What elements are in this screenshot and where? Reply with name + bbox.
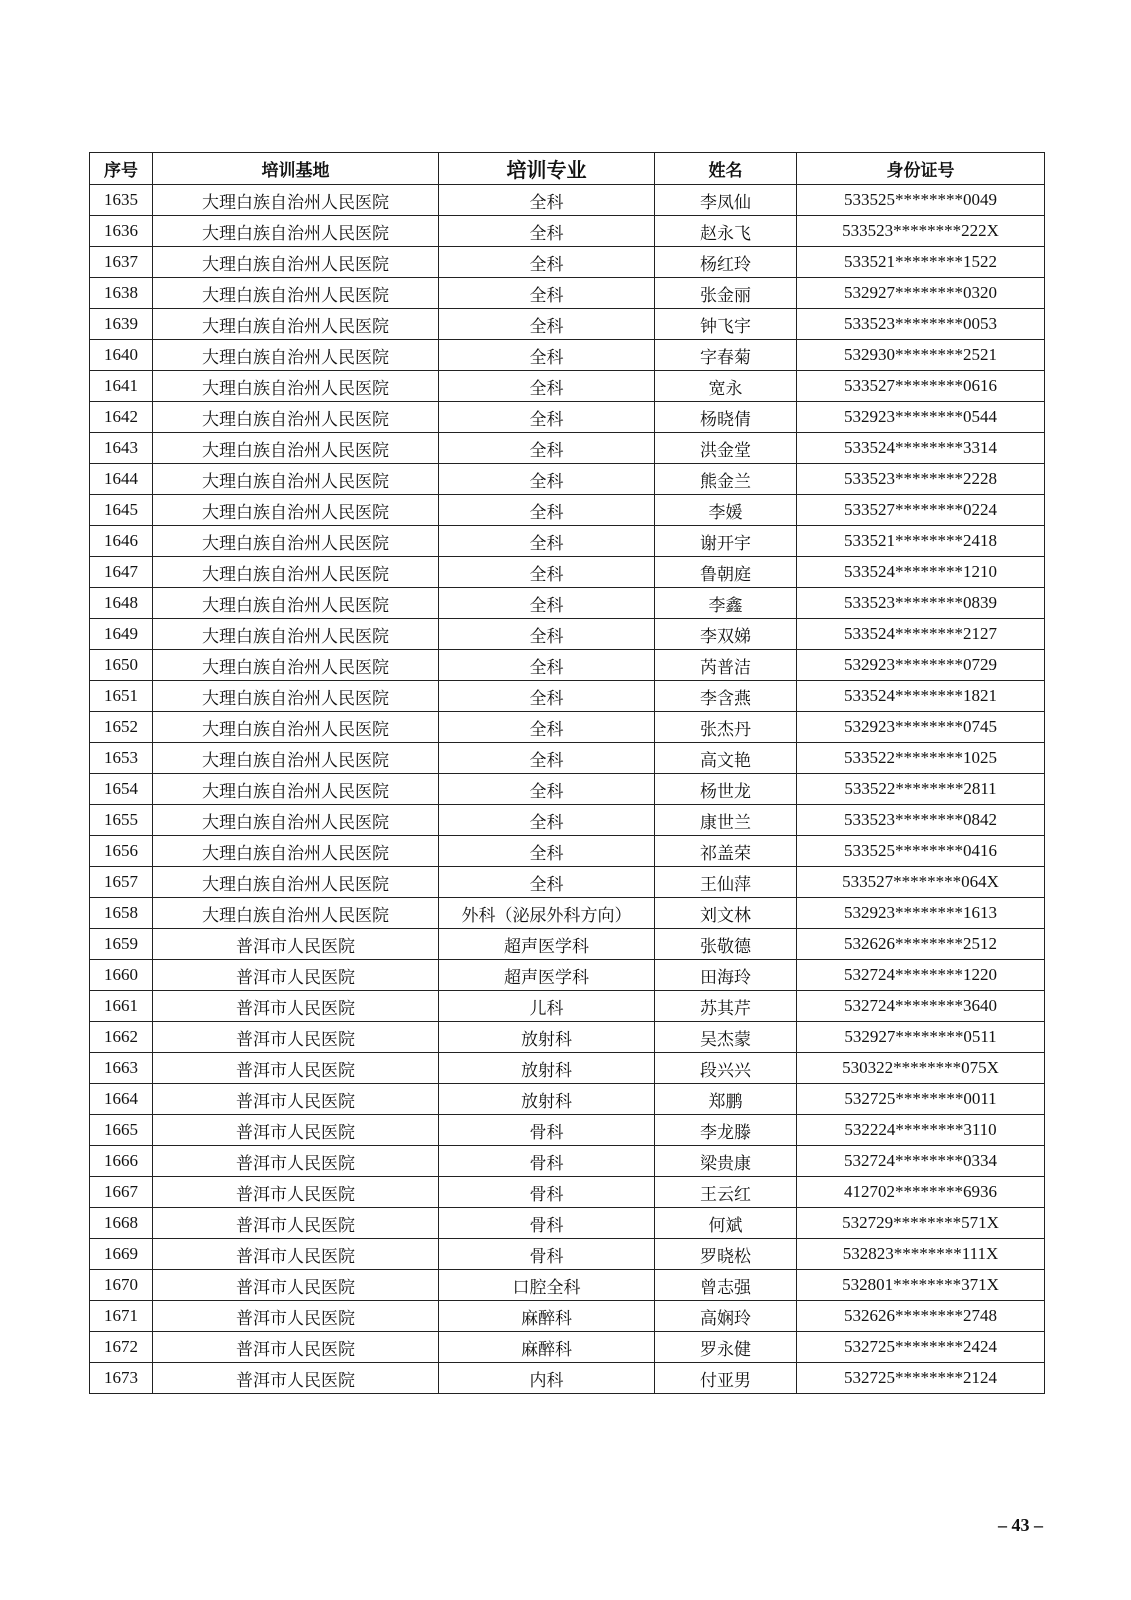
table-row bbox=[90, 1270, 1045, 1301]
cell-specialty: 骨科 bbox=[439, 1146, 655, 1177]
cell-base: 普洱市人民医院 bbox=[153, 1053, 439, 1084]
cell-id-number: 532930********2521 bbox=[797, 340, 1045, 371]
cell-specialty: 全科 bbox=[439, 774, 655, 805]
cell-id-number: 532801********371X bbox=[797, 1270, 1045, 1301]
table-row bbox=[90, 867, 1045, 898]
cell-id-number: 533524********3314 bbox=[797, 433, 1045, 464]
cell-seq: 1648 bbox=[90, 588, 153, 619]
cell-name: 曾志强 bbox=[655, 1270, 797, 1301]
cell-base: 大理白族自治州人民医院 bbox=[153, 557, 439, 588]
table-row bbox=[90, 1363, 1045, 1394]
cell-name: 付亚男 bbox=[655, 1363, 797, 1394]
cell-base: 普洱市人民医院 bbox=[153, 1022, 439, 1053]
table-row bbox=[90, 1053, 1045, 1084]
table-row bbox=[90, 588, 1045, 619]
cell-specialty: 全科 bbox=[439, 712, 655, 743]
cell-base: 普洱市人民医院 bbox=[153, 960, 439, 991]
cell-seq: 1656 bbox=[90, 836, 153, 867]
cell-id-number: 533521********2418 bbox=[797, 526, 1045, 557]
cell-base: 大理白族自治州人民医院 bbox=[153, 185, 439, 216]
cell-base: 大理白族自治州人民医院 bbox=[153, 216, 439, 247]
cell-id-number: 532224********3110 bbox=[797, 1115, 1045, 1146]
cell-base: 大理白族自治州人民医院 bbox=[153, 898, 439, 929]
cell-id-number: 533527********0224 bbox=[797, 495, 1045, 526]
table-row bbox=[90, 1022, 1045, 1053]
table-row bbox=[90, 1301, 1045, 1332]
cell-name: 熊金兰 bbox=[655, 464, 797, 495]
cell-specialty: 全科 bbox=[439, 743, 655, 774]
cell-id-number: 532823********111X bbox=[797, 1239, 1045, 1270]
cell-seq: 1636 bbox=[90, 216, 153, 247]
cell-base: 普洱市人民医院 bbox=[153, 929, 439, 960]
cell-id-number: 412702********6936 bbox=[797, 1177, 1045, 1208]
cell-seq: 1666 bbox=[90, 1146, 153, 1177]
cell-seq: 1647 bbox=[90, 557, 153, 588]
cell-name: 田海玲 bbox=[655, 960, 797, 991]
table-row bbox=[90, 619, 1045, 650]
cell-specialty: 超声医学科 bbox=[439, 929, 655, 960]
cell-seq: 1660 bbox=[90, 960, 153, 991]
cell-base: 大理白族自治州人民医院 bbox=[153, 619, 439, 650]
cell-id-number: 532626********2748 bbox=[797, 1301, 1045, 1332]
cell-seq: 1659 bbox=[90, 929, 153, 960]
cell-name: 梁贵康 bbox=[655, 1146, 797, 1177]
cell-name: 王云红 bbox=[655, 1177, 797, 1208]
table-row bbox=[90, 1332, 1045, 1363]
table-row bbox=[90, 929, 1045, 960]
cell-base: 大理白族自治州人民医院 bbox=[153, 650, 439, 681]
cell-id-number: 533523********0053 bbox=[797, 309, 1045, 340]
cell-seq: 1643 bbox=[90, 433, 153, 464]
cell-specialty: 全科 bbox=[439, 867, 655, 898]
cell-specialty: 放射科 bbox=[439, 1022, 655, 1053]
cell-base: 普洱市人民医院 bbox=[153, 1084, 439, 1115]
cell-name: 王仙萍 bbox=[655, 867, 797, 898]
cell-name: 杨世龙 bbox=[655, 774, 797, 805]
cell-seq: 1667 bbox=[90, 1177, 153, 1208]
cell-name: 钟飞宇 bbox=[655, 309, 797, 340]
cell-base: 大理白族自治州人民医院 bbox=[153, 278, 439, 309]
cell-seq: 1662 bbox=[90, 1022, 153, 1053]
cell-specialty: 全科 bbox=[439, 588, 655, 619]
cell-seq: 1673 bbox=[90, 1363, 153, 1394]
cell-name: 何斌 bbox=[655, 1208, 797, 1239]
cell-id-number: 533524********1210 bbox=[797, 557, 1045, 588]
cell-base: 普洱市人民医院 bbox=[153, 1332, 439, 1363]
table-row bbox=[90, 309, 1045, 340]
cell-specialty: 放射科 bbox=[439, 1053, 655, 1084]
table-row bbox=[90, 216, 1045, 247]
cell-name: 刘文林 bbox=[655, 898, 797, 929]
cell-id-number: 532923********0745 bbox=[797, 712, 1045, 743]
table-row bbox=[90, 340, 1045, 371]
cell-seq: 1658 bbox=[90, 898, 153, 929]
cell-name: 字春菊 bbox=[655, 340, 797, 371]
cell-specialty: 全科 bbox=[439, 402, 655, 433]
cell-name: 罗永健 bbox=[655, 1332, 797, 1363]
cell-name: 张金丽 bbox=[655, 278, 797, 309]
cell-specialty: 内科 bbox=[439, 1363, 655, 1394]
cell-specialty: 全科 bbox=[439, 216, 655, 247]
cell-name: 李凤仙 bbox=[655, 185, 797, 216]
cell-specialty: 全科 bbox=[439, 495, 655, 526]
cell-seq: 1652 bbox=[90, 712, 153, 743]
cell-seq: 1654 bbox=[90, 774, 153, 805]
header-name: 姓名 bbox=[655, 153, 797, 185]
cell-seq: 1664 bbox=[90, 1084, 153, 1115]
cell-id-number: 533523********2228 bbox=[797, 464, 1045, 495]
cell-base: 大理白族自治州人民医院 bbox=[153, 495, 439, 526]
cell-seq: 1672 bbox=[90, 1332, 153, 1363]
cell-id-number: 532923********1613 bbox=[797, 898, 1045, 929]
cell-base: 大理白族自治州人民医院 bbox=[153, 402, 439, 433]
cell-seq: 1651 bbox=[90, 681, 153, 712]
cell-id-number: 532927********0511 bbox=[797, 1022, 1045, 1053]
cell-specialty: 全科 bbox=[439, 278, 655, 309]
cell-base: 大理白族自治州人民医院 bbox=[153, 774, 439, 805]
cell-id-number: 532927********0320 bbox=[797, 278, 1045, 309]
table-row bbox=[90, 805, 1045, 836]
cell-name: 张敬德 bbox=[655, 929, 797, 960]
cell-name: 吴杰蒙 bbox=[655, 1022, 797, 1053]
table-row bbox=[90, 371, 1045, 402]
table-row bbox=[90, 743, 1045, 774]
cell-base: 普洱市人民医院 bbox=[153, 1177, 439, 1208]
cell-base: 大理白族自治州人民医院 bbox=[153, 712, 439, 743]
table-row bbox=[90, 557, 1045, 588]
cell-name: 高文艳 bbox=[655, 743, 797, 774]
cell-id-number: 532724********1220 bbox=[797, 960, 1045, 991]
cell-base: 普洱市人民医院 bbox=[153, 1146, 439, 1177]
cell-name: 洪金堂 bbox=[655, 433, 797, 464]
cell-specialty: 全科 bbox=[439, 309, 655, 340]
cell-base: 大理白族自治州人民医院 bbox=[153, 743, 439, 774]
cell-specialty: 全科 bbox=[439, 526, 655, 557]
table-header bbox=[90, 153, 1045, 185]
cell-seq: 1640 bbox=[90, 340, 153, 371]
cell-name: 康世兰 bbox=[655, 805, 797, 836]
cell-seq: 1657 bbox=[90, 867, 153, 898]
cell-seq: 1653 bbox=[90, 743, 153, 774]
table-row bbox=[90, 1208, 1045, 1239]
table-body bbox=[90, 185, 1045, 1394]
cell-id-number: 532724********3640 bbox=[797, 991, 1045, 1022]
table-row bbox=[90, 836, 1045, 867]
cell-specialty: 全科 bbox=[439, 805, 655, 836]
cell-id-number: 532626********2512 bbox=[797, 929, 1045, 960]
cell-base: 大理白族自治州人民医院 bbox=[153, 867, 439, 898]
cell-id-number: 532725********2424 bbox=[797, 1332, 1045, 1363]
cell-specialty: 全科 bbox=[439, 557, 655, 588]
cell-base: 普洱市人民医院 bbox=[153, 1301, 439, 1332]
cell-base: 大理白族自治州人民医院 bbox=[153, 526, 439, 557]
cell-name: 赵永飞 bbox=[655, 216, 797, 247]
cell-seq: 1642 bbox=[90, 402, 153, 433]
cell-name: 段兴兴 bbox=[655, 1053, 797, 1084]
table-row bbox=[90, 712, 1045, 743]
cell-specialty: 全科 bbox=[439, 433, 655, 464]
cell-id-number: 533524********1821 bbox=[797, 681, 1045, 712]
cell-base: 普洱市人民医院 bbox=[153, 1363, 439, 1394]
cell-id-number: 533522********2811 bbox=[797, 774, 1045, 805]
cell-specialty: 骨科 bbox=[439, 1177, 655, 1208]
table-row bbox=[90, 650, 1045, 681]
cell-seq: 1661 bbox=[90, 991, 153, 1022]
table-row bbox=[90, 991, 1045, 1022]
cell-id-number: 533522********1025 bbox=[797, 743, 1045, 774]
table-row bbox=[90, 960, 1045, 991]
cell-specialty: 口腔全科 bbox=[439, 1270, 655, 1301]
cell-id-number: 533523********0839 bbox=[797, 588, 1045, 619]
header-specialty: 培训专业 bbox=[439, 153, 655, 185]
cell-seq: 1668 bbox=[90, 1208, 153, 1239]
cell-specialty: 骨科 bbox=[439, 1115, 655, 1146]
cell-name: 罗晓松 bbox=[655, 1239, 797, 1270]
cell-base: 普洱市人民医院 bbox=[153, 1239, 439, 1270]
cell-seq: 1669 bbox=[90, 1239, 153, 1270]
cell-seq: 1663 bbox=[90, 1053, 153, 1084]
cell-seq: 1638 bbox=[90, 278, 153, 309]
table-row bbox=[90, 464, 1045, 495]
cell-name: 李龙滕 bbox=[655, 1115, 797, 1146]
cell-specialty: 超声医学科 bbox=[439, 960, 655, 991]
cell-seq: 1645 bbox=[90, 495, 153, 526]
cell-seq: 1639 bbox=[90, 309, 153, 340]
cell-name: 宽永 bbox=[655, 371, 797, 402]
cell-id-number: 532724********0334 bbox=[797, 1146, 1045, 1177]
cell-id-number: 533523********0842 bbox=[797, 805, 1045, 836]
cell-specialty: 骨科 bbox=[439, 1239, 655, 1270]
table-row bbox=[90, 526, 1045, 557]
table-row bbox=[90, 495, 1045, 526]
cell-seq: 1665 bbox=[90, 1115, 153, 1146]
cell-seq: 1635 bbox=[90, 185, 153, 216]
cell-base: 大理白族自治州人民医院 bbox=[153, 247, 439, 278]
cell-specialty: 儿科 bbox=[439, 991, 655, 1022]
cell-seq: 1646 bbox=[90, 526, 153, 557]
cell-seq: 1671 bbox=[90, 1301, 153, 1332]
cell-id-number: 533524********2127 bbox=[797, 619, 1045, 650]
table-row bbox=[90, 1239, 1045, 1270]
table-row bbox=[90, 433, 1045, 464]
cell-id-number: 532725********0011 bbox=[797, 1084, 1045, 1115]
table-row bbox=[90, 1115, 1045, 1146]
cell-name: 张杰丹 bbox=[655, 712, 797, 743]
cell-specialty: 全科 bbox=[439, 836, 655, 867]
header-row bbox=[90, 153, 1045, 185]
cell-specialty: 骨科 bbox=[439, 1208, 655, 1239]
cell-base: 大理白族自治州人民医院 bbox=[153, 588, 439, 619]
cell-id-number: 532923********0729 bbox=[797, 650, 1045, 681]
cell-id-number: 530322********075X bbox=[797, 1053, 1045, 1084]
cell-name: 李含燕 bbox=[655, 681, 797, 712]
cell-base: 大理白族自治州人民医院 bbox=[153, 836, 439, 867]
cell-base: 大理白族自治州人民医院 bbox=[153, 681, 439, 712]
cell-name: 祁盖荣 bbox=[655, 836, 797, 867]
cell-id-number: 533523********222X bbox=[797, 216, 1045, 247]
cell-base: 普洱市人民医院 bbox=[153, 1208, 439, 1239]
cell-specialty: 全科 bbox=[439, 340, 655, 371]
page-number: – 43 – bbox=[998, 1515, 1043, 1535]
cell-name: 苏其芹 bbox=[655, 991, 797, 1022]
cell-seq: 1655 bbox=[90, 805, 153, 836]
cell-seq: 1637 bbox=[90, 247, 153, 278]
cell-specialty: 全科 bbox=[439, 247, 655, 278]
table-row bbox=[90, 681, 1045, 712]
cell-id-number: 533525********0049 bbox=[797, 185, 1045, 216]
cell-id-number: 532923********0544 bbox=[797, 402, 1045, 433]
cell-seq: 1641 bbox=[90, 371, 153, 402]
header-seq: 序号 bbox=[90, 153, 153, 185]
cell-id-number: 532729********571X bbox=[797, 1208, 1045, 1239]
table-row bbox=[90, 1084, 1045, 1115]
header-id-number: 身份证号 bbox=[797, 153, 1045, 185]
cell-specialty: 麻醉科 bbox=[439, 1301, 655, 1332]
cell-id-number: 533521********1522 bbox=[797, 247, 1045, 278]
cell-base: 普洱市人民医院 bbox=[153, 1270, 439, 1301]
cell-id-number: 533525********0416 bbox=[797, 836, 1045, 867]
cell-name: 谢开宇 bbox=[655, 526, 797, 557]
table-row bbox=[90, 898, 1045, 929]
table-row bbox=[90, 1146, 1045, 1177]
cell-name: 李鑫 bbox=[655, 588, 797, 619]
cell-name: 杨红玲 bbox=[655, 247, 797, 278]
cell-base: 普洱市人民医院 bbox=[153, 1115, 439, 1146]
cell-specialty: 全科 bbox=[439, 185, 655, 216]
cell-specialty: 全科 bbox=[439, 650, 655, 681]
cell-name: 杨晓倩 bbox=[655, 402, 797, 433]
cell-name: 芮普洁 bbox=[655, 650, 797, 681]
cell-seq: 1649 bbox=[90, 619, 153, 650]
cell-base: 大理白族自治州人民医院 bbox=[153, 371, 439, 402]
cell-specialty: 全科 bbox=[439, 464, 655, 495]
cell-seq: 1644 bbox=[90, 464, 153, 495]
table-row bbox=[90, 247, 1045, 278]
cell-specialty: 全科 bbox=[439, 619, 655, 650]
cell-name: 李媛 bbox=[655, 495, 797, 526]
cell-id-number: 532725********2124 bbox=[797, 1363, 1045, 1394]
cell-base: 大理白族自治州人民医院 bbox=[153, 464, 439, 495]
cell-base: 大理白族自治州人民医院 bbox=[153, 340, 439, 371]
cell-id-number: 533527********0616 bbox=[797, 371, 1045, 402]
cell-id-number: 533527********064X bbox=[797, 867, 1045, 898]
table-row bbox=[90, 774, 1045, 805]
trainee-table bbox=[89, 152, 1045, 1394]
cell-name: 高娴玲 bbox=[655, 1301, 797, 1332]
table-row bbox=[90, 1177, 1045, 1208]
cell-base: 大理白族自治州人民医院 bbox=[153, 433, 439, 464]
cell-seq: 1670 bbox=[90, 1270, 153, 1301]
cell-name: 鲁朝庭 bbox=[655, 557, 797, 588]
cell-name: 郑鹏 bbox=[655, 1084, 797, 1115]
cell-base: 大理白族自治州人民医院 bbox=[153, 805, 439, 836]
cell-name: 李双娣 bbox=[655, 619, 797, 650]
header-base: 培训基地 bbox=[153, 153, 439, 185]
table-row bbox=[90, 402, 1045, 433]
cell-specialty: 麻醉科 bbox=[439, 1332, 655, 1363]
cell-specialty: 外科（泌尿外科方向） bbox=[439, 898, 655, 929]
table-row bbox=[90, 278, 1045, 309]
cell-base: 普洱市人民医院 bbox=[153, 991, 439, 1022]
cell-specialty: 全科 bbox=[439, 371, 655, 402]
table-row bbox=[90, 185, 1045, 216]
cell-base: 大理白族自治州人民医院 bbox=[153, 309, 439, 340]
cell-specialty: 全科 bbox=[439, 681, 655, 712]
cell-specialty: 放射科 bbox=[439, 1084, 655, 1115]
cell-seq: 1650 bbox=[90, 650, 153, 681]
